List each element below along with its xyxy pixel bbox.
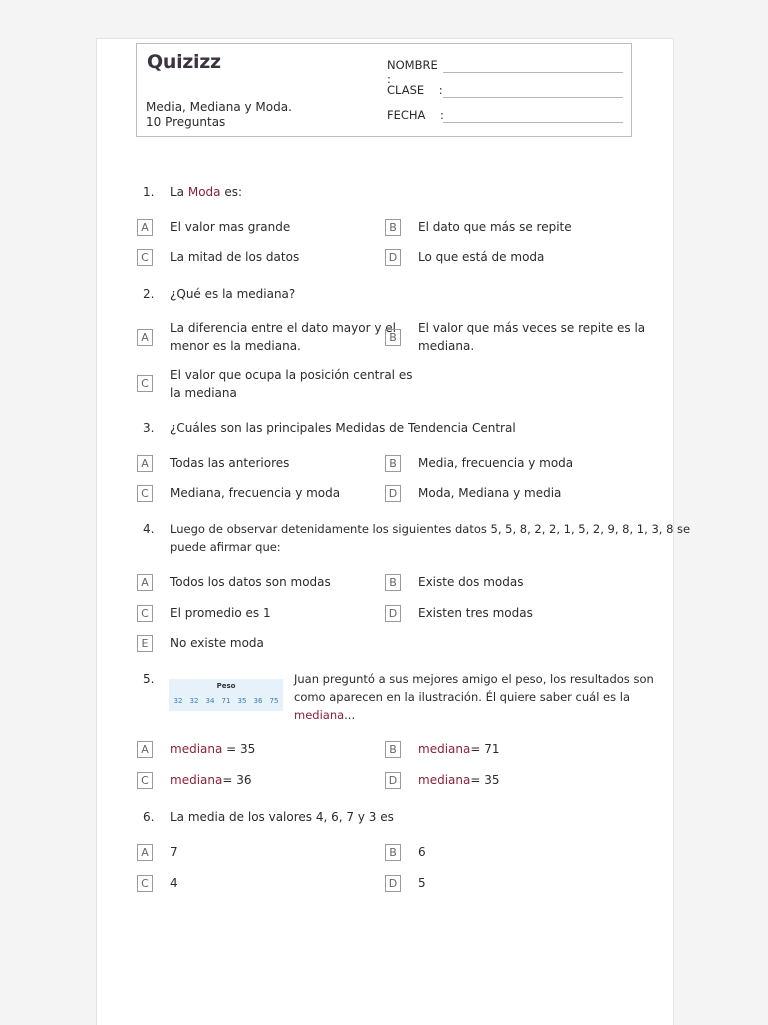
option-c-box[interactable]: C bbox=[137, 249, 153, 266]
option-text: mediana = 35 bbox=[170, 742, 256, 756]
option-text: Todas las anteriores bbox=[170, 456, 290, 470]
option-c-box[interactable]: C bbox=[137, 772, 153, 789]
option-text: La diferencia entre el dato mayor y el menor es la mediana. bbox=[170, 321, 396, 353]
date-label: FECHA : bbox=[387, 108, 444, 122]
question-text: Juan preguntó a sus mejores amigo el peso, los resultados son como aparecen en la ilustración. Él quiere saber cuál es la mediana... bbox=[294, 672, 654, 722]
question-text: La Moda es: bbox=[170, 185, 243, 199]
table-cell: 34 bbox=[205, 697, 215, 705]
option-text: El valor que ocupa la posición central es la mediana bbox=[170, 368, 413, 400]
table-cell: 35 bbox=[237, 697, 247, 705]
option-c-box[interactable]: C bbox=[137, 875, 153, 892]
option-c-box[interactable]: C bbox=[137, 605, 153, 622]
question-number: 6. bbox=[143, 810, 155, 824]
question-number: 2. bbox=[143, 287, 155, 301]
option-a-box[interactable]: A bbox=[137, 455, 153, 472]
option-c-box[interactable]: C bbox=[137, 375, 153, 392]
table-cell: 32 bbox=[173, 697, 183, 705]
question-text: ¿Qué es la mediana? bbox=[170, 287, 296, 301]
quizizz-logo: Quizizz bbox=[147, 51, 221, 73]
table-cell: 75 bbox=[269, 697, 279, 705]
option-a-box[interactable]: A bbox=[137, 574, 153, 591]
option-e-box[interactable]: E bbox=[137, 635, 153, 652]
option-d-box[interactable]: D bbox=[385, 485, 401, 502]
option-text: El valor mas grande bbox=[170, 220, 291, 234]
question-number: 5. bbox=[143, 672, 155, 686]
table-cell: 32 bbox=[189, 697, 199, 705]
question-number: 1. bbox=[143, 185, 155, 199]
option-b-box[interactable]: B bbox=[385, 844, 401, 861]
option-b-box[interactable]: B bbox=[385, 455, 401, 472]
table-header: Peso bbox=[216, 682, 236, 690]
option-text: El dato que más se repite bbox=[418, 220, 572, 234]
question-text: ¿Cuáles son las principales Medidas de Tendencia Central bbox=[170, 421, 516, 435]
option-text: La mitad de los datos bbox=[170, 250, 300, 264]
peso-table bbox=[169, 679, 283, 711]
option-text: Media, frecuencia y moda bbox=[418, 456, 574, 470]
option-a-box[interactable]: A bbox=[137, 329, 153, 346]
option-text: Mediana, frecuencia y moda bbox=[170, 486, 341, 500]
name-field[interactable] bbox=[387, 58, 439, 86]
question-text: La media de los valores 4, 6, 7 y 3 es bbox=[170, 810, 394, 824]
option-d-box[interactable]: D bbox=[385, 875, 401, 892]
option-text: 5 bbox=[418, 876, 426, 890]
option-b-box[interactable]: B bbox=[385, 574, 401, 591]
option-text: Todos los datos son modas bbox=[170, 575, 331, 589]
option-text: Existen tres modas bbox=[418, 606, 533, 620]
question-text: Luego de observar detenidamente los siguientes datos 5, 5, 8, 2, 2, 1, 5, 2, 9, 8, 1, 3, 8 se puede afirmar que: bbox=[170, 522, 691, 554]
question-number: 4. bbox=[143, 522, 155, 536]
option-b-box[interactable]: B bbox=[385, 219, 401, 236]
option-d-box[interactable]: D bbox=[385, 605, 401, 622]
worksheet-title: Media, Mediana y Moda. bbox=[146, 100, 292, 114]
option-a-box[interactable]: A bbox=[137, 219, 153, 236]
option-b-box[interactable]: B bbox=[385, 741, 401, 758]
option-text: No existe moda bbox=[170, 636, 264, 650]
option-text: mediana= 35 bbox=[418, 773, 500, 787]
worksheet-header bbox=[136, 43, 632, 137]
option-text: 7 bbox=[170, 845, 178, 859]
date-line[interactable] bbox=[443, 122, 623, 123]
date-field[interactable] bbox=[387, 108, 444, 122]
highlight-term: Moda bbox=[187, 185, 221, 199]
highlight-term: mediana bbox=[294, 708, 345, 722]
name-label: NOMBRE : bbox=[387, 58, 438, 86]
option-text: mediana= 71 bbox=[418, 742, 500, 756]
class-line[interactable] bbox=[443, 97, 623, 98]
table-cell: 36 bbox=[253, 697, 263, 705]
option-a-box[interactable]: A bbox=[137, 844, 153, 861]
option-text: Moda, Mediana y media bbox=[418, 486, 562, 500]
option-text: 6 bbox=[418, 845, 426, 859]
option-text: 4 bbox=[170, 876, 178, 890]
option-text: Lo que está de moda bbox=[418, 250, 545, 264]
table-cell: 71 bbox=[221, 697, 231, 705]
name-line[interactable] bbox=[443, 72, 623, 73]
option-text: mediana= 36 bbox=[170, 773, 252, 787]
option-text: El promedio es 1 bbox=[170, 606, 271, 620]
class-label: CLASE : bbox=[387, 83, 443, 97]
option-a-box[interactable]: A bbox=[137, 741, 153, 758]
question-number: 3. bbox=[143, 421, 155, 435]
option-d-box[interactable]: D bbox=[385, 249, 401, 266]
question-count: 10 Preguntas bbox=[146, 115, 226, 129]
option-c-box[interactable]: C bbox=[137, 485, 153, 502]
option-text: El valor que más veces se repite es la mediana. bbox=[418, 321, 646, 353]
class-field[interactable] bbox=[387, 83, 443, 97]
option-d-box[interactable]: D bbox=[385, 772, 401, 789]
option-b-box[interactable]: B bbox=[385, 329, 401, 346]
option-text: Existe dos modas bbox=[418, 575, 524, 589]
